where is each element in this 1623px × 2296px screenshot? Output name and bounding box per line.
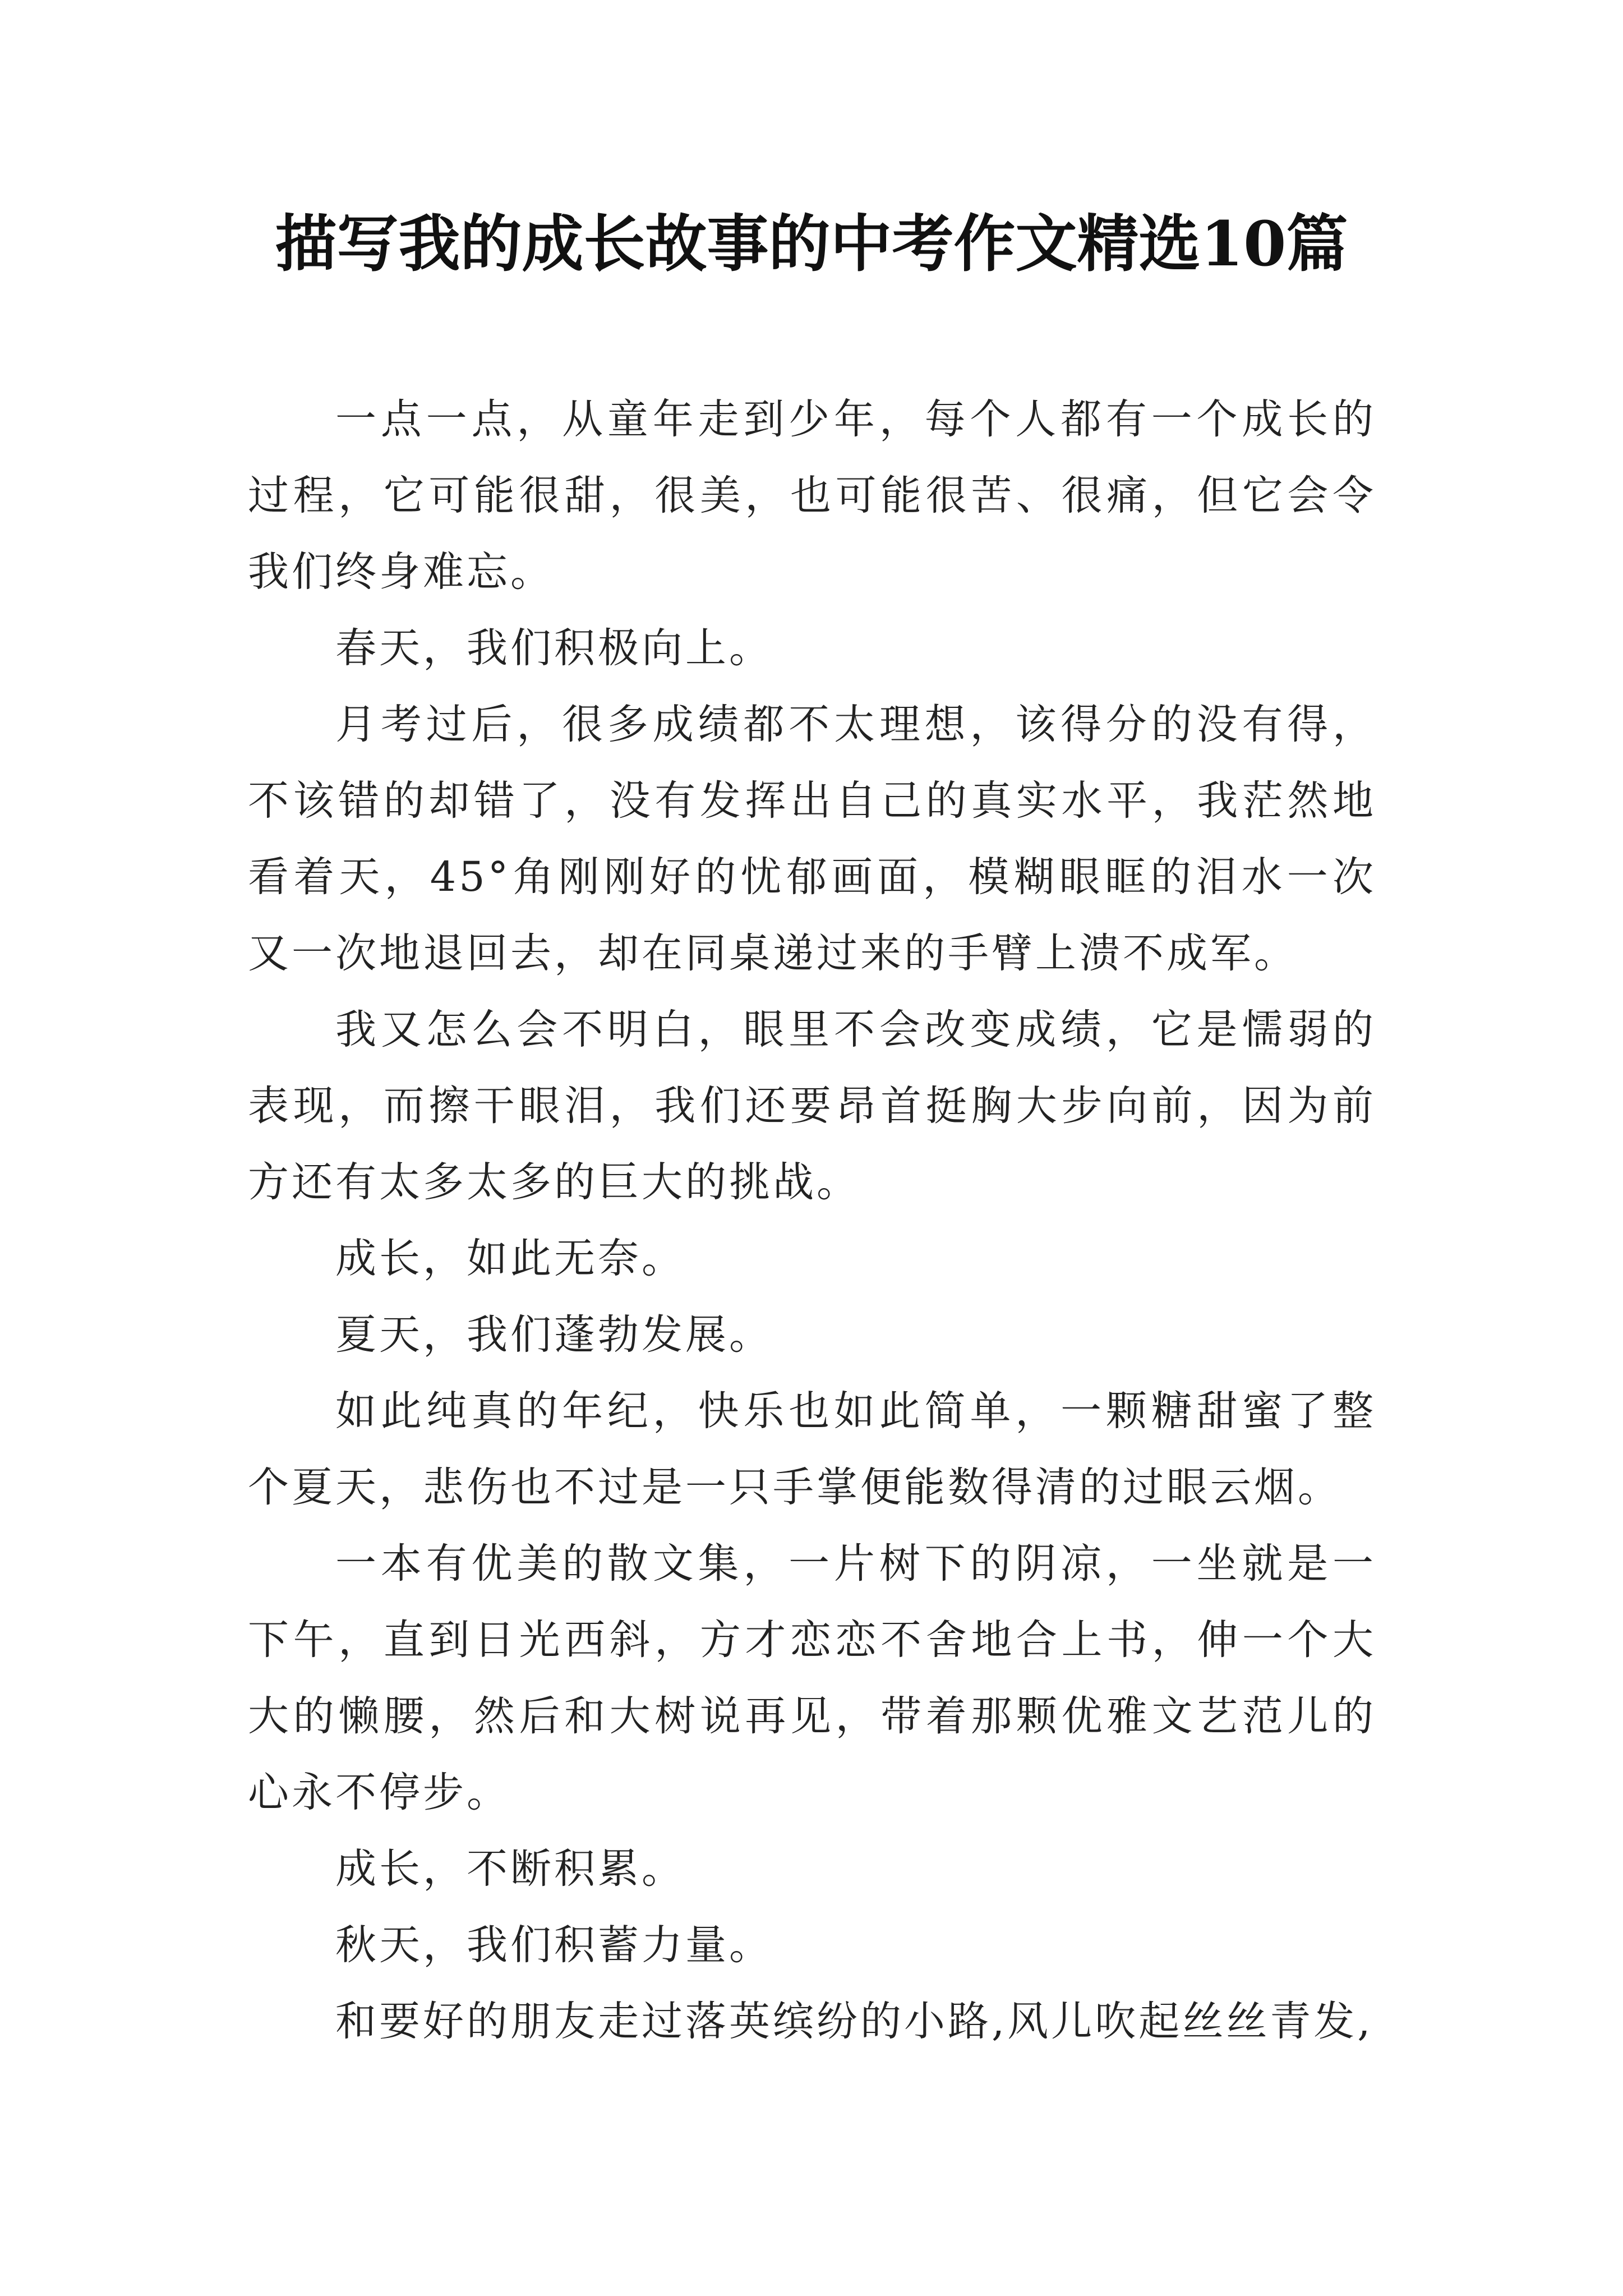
- paragraph: 我又怎么会不明白，眼里不会改变成绩，它是懦弱的表现，而擦干眼泪，我们还要昂首挺胸大步向前，因为前方还有太多太多的巨大的挑战。: [248, 1006, 1376, 1206]
- paragraph: 一点一点，从童年走到少年，每个人都有一个成长的过程，它可能很甜，很美，也可能很苦、很痛，但它会令我们终身难忘。: [248, 395, 1376, 596]
- paragraph: 秋天，我们积蓄力量。: [335, 1921, 773, 1969]
- paragraph: 夏天，我们蓬勃发展。: [335, 1311, 773, 1359]
- paragraph: 一本有优美的散文集，一片树下的阴凉，一坐就是一下午，直到日光西斜，方才恋恋不舍地合上书，伸一个大大的懒腰，然后和大树说再见，带着那颗优雅文艺范儿的心永不停步。: [248, 1540, 1376, 1816]
- paragraph: 成长，不断积累。: [335, 1845, 685, 1893]
- paragraph: 和要好的朋友走过落英缤纷的小路,风儿吹起丝丝青发,: [335, 1998, 1373, 2045]
- paragraph: 如此纯真的年纪，快乐也如此简单，一颗糖甜蜜了整个夏天，悲伤也不过是一只手掌便能数得清的过眼云烟。: [248, 1387, 1376, 1511]
- paragraph: 春天，我们积极向上。: [335, 624, 773, 672]
- document-body: [248, 381, 1376, 2060]
- paragraph: 月考过后，很多成绩都不太理想，该得分的没有得，不该错的却错了，没有发挥出自己的真实水平，我茫然地看着天，45°角刚刚好的忧郁画面，模糊眼眶的泪水一次又一次地退回去，却在同桌递过来的手臂上溃不成军。: [248, 701, 1376, 977]
- document-title: 描写我的成长故事的中考作文精选10篇: [275, 208, 1348, 280]
- paragraph: 成长，如此无奈。: [335, 1235, 685, 1282]
